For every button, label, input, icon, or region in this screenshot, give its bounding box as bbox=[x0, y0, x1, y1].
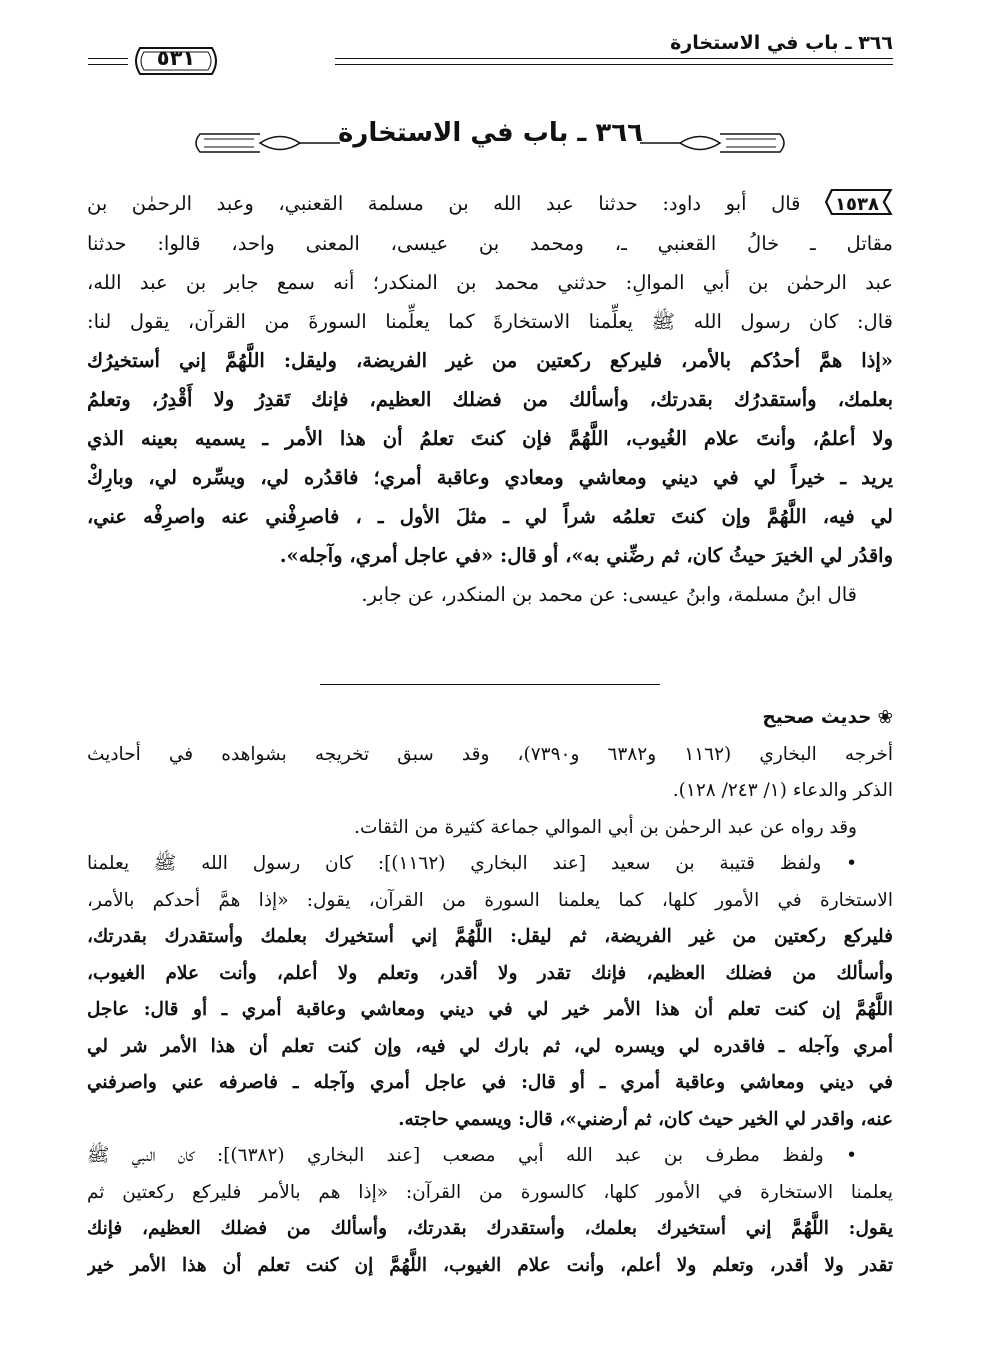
note-line: • ولفظ قتيبة بن سعيد [عند البخاري (١١٦٢)]: كان رسول الله ﷺ يعلمنا bbox=[87, 853, 857, 874]
running-head: ٣٦٦ ـ باب في الاستخارة bbox=[670, 32, 893, 54]
header-rule bbox=[335, 58, 893, 59]
text-line: «إذا همَّ أحدُكم بالأمر، فليركع ركعتين من غير الفريضة، وليقل: اللَّهُمَّ إني أستخيرُك bbox=[87, 349, 893, 372]
header-rule bbox=[88, 58, 128, 59]
text-line: واقدُر لي الخيرَ حيثُ كان، ثم رضِّني به»، أو قال: «في عاجل أمري، وآجله». bbox=[279, 544, 893, 567]
chapter-heading bbox=[0, 118, 981, 148]
text-line: ولا أعلمُ، وأنتَ علام الغُيوب، اللَّهُمَّ فإن كنتَ تعلمُ أن هذا الأمر ـ يسميه بعينه الذي bbox=[87, 427, 893, 450]
note-line: تقدر ولا أقدر، وتعلم ولا أعلم، وأنت علام الغيوب، اللَّهُمَّ إن كنت تعلم أن هذا الأمر خير bbox=[87, 1254, 893, 1276]
text-line: مقاتل ـ خالُ القعنبي ـ، ومحمد بن عيسى، المعنى واحد، قالوا: حدثنا bbox=[87, 232, 893, 255]
header-rule bbox=[88, 64, 128, 65]
note-line: وأسألك من فضلك العظيم، فإنك تقدر ولا أقدر، وتعلم ولا أعلم، وأنت علام الغيوب، bbox=[87, 962, 893, 984]
page-number: ٥٣١ bbox=[156, 46, 196, 70]
note-line: يعلمنا الاستخارة في الأمور كلها، كالسورة من القرآن: «إذا هم بالأمر فليركع ركعتين ثم bbox=[87, 1181, 893, 1203]
note-line: اللَّهُمَّ إن كنت تعلم أن هذا الأمر خير لي في ديني ومعاشي وعاقبة أمري ـ أو قال: عاجل bbox=[87, 999, 893, 1020]
note-line: • ولفظ مطرف بن عبد الله أبي مصعب [عند البخاري (٦٣٨٢)]: كان النبي ﷺ bbox=[87, 1145, 857, 1166]
section-separator bbox=[320, 684, 660, 685]
note-line: الذكر والدعاء (١/ ٢٤٣/ ١٢٨). bbox=[672, 780, 893, 801]
text-line: عبد الرحمٰن بن أبي الموالِ: حدثني محمد بن المنكدر؛ أنه سمع جابر بن عبد الله، bbox=[87, 271, 893, 294]
text-line: قال ابنُ مسلمة، وابنُ عيسى: عن محمد بن المنكدر، عن جابر. bbox=[361, 583, 857, 606]
text-line: لي فيه، اللَّهُمَّ وإن كنتَ تعلمُه شراً لي ـ مثلَ الأول ـ ، فاصرِفْني عنه واصرِفْه عني، bbox=[87, 505, 893, 528]
note-line: في ديني ومعاشي وعاقبة أمري ـ أو قال: في عاجل أمري وآجله ـ فاصرفه عني واصرفني bbox=[87, 1072, 893, 1093]
hadith-grade: ❀حديث صحيح bbox=[87, 700, 893, 737]
note-line: فليركع ركعتين من غير الفريضة، ثم ليقل: اللَّهُمَّ إني أستخيرك بعلمك وأستقدرك بقدرتك، bbox=[87, 926, 893, 947]
takhrij-notes bbox=[87, 700, 893, 1284]
note-line: عنه، واقدر لي الخير حيث كان، ثم أرضني»، قال: ويسمي حاجته. bbox=[398, 1108, 893, 1130]
chapter-title: ٣٦٦ ـ باب في الاستخارة bbox=[338, 118, 643, 148]
header-rule bbox=[335, 64, 893, 65]
note-line: الاستخارة في الأمور كلها، كما يعلمنا السورة من القرآن، يقول: «إذا همَّ أحدكم بالأمر، bbox=[87, 889, 893, 911]
text-line: قال: كان رسول الله ﷺ يعلِّمنا الاستخارةَ كما يعلِّمنا السورةَ من القرآن، يقول لنا: bbox=[87, 310, 893, 333]
flower-icon: ❀ bbox=[877, 707, 893, 728]
hadith-text bbox=[87, 184, 893, 614]
note-line: يقول: اللَّهُمَّ إني أستخيرك بعلمك، وأستقدرك بقدرتك، وأسألك من فضلك العظيم، فإنك bbox=[87, 1218, 893, 1239]
text-line: يريد ـ خيراً لي في ديني ومعاشي ومعادي وعاقبة أمري؛ فاقدُره لي، ويسِّره لي، وبارِكْ bbox=[87, 466, 893, 489]
note-line: وقد رواه عن عبد الرحمٰن بن أبي الموالي جماعة كثيرة من الثقات. bbox=[354, 816, 857, 838]
text-line: بعلمك، وأستقدرُك بقدرتك، وأسألك من فضلك العظيم، فإنك تَقدِرُ ولا أَقْدِرُ، وتعلمُ bbox=[87, 388, 893, 411]
note-line: أخرجه البخاري (١١٦٢ و٦٣٨٢ و٧٣٩٠)، وقد سبق تخريجه بشواهده في أحاديث bbox=[87, 743, 893, 765]
note-line: أمري وآجله ـ فاقدره لي ويسره لي، ثم بارك لي فيه، وإن كنت تعلم أن هذا الأمر شر لي bbox=[87, 1035, 893, 1057]
hadith-number: ١٥٣٨ bbox=[825, 185, 893, 224]
text-line: ١٥٣٨ قال أبو داود: حدثنا عبد الله بن مسلمة القعنبي، وعبد الرحمٰن بن bbox=[87, 184, 893, 224]
